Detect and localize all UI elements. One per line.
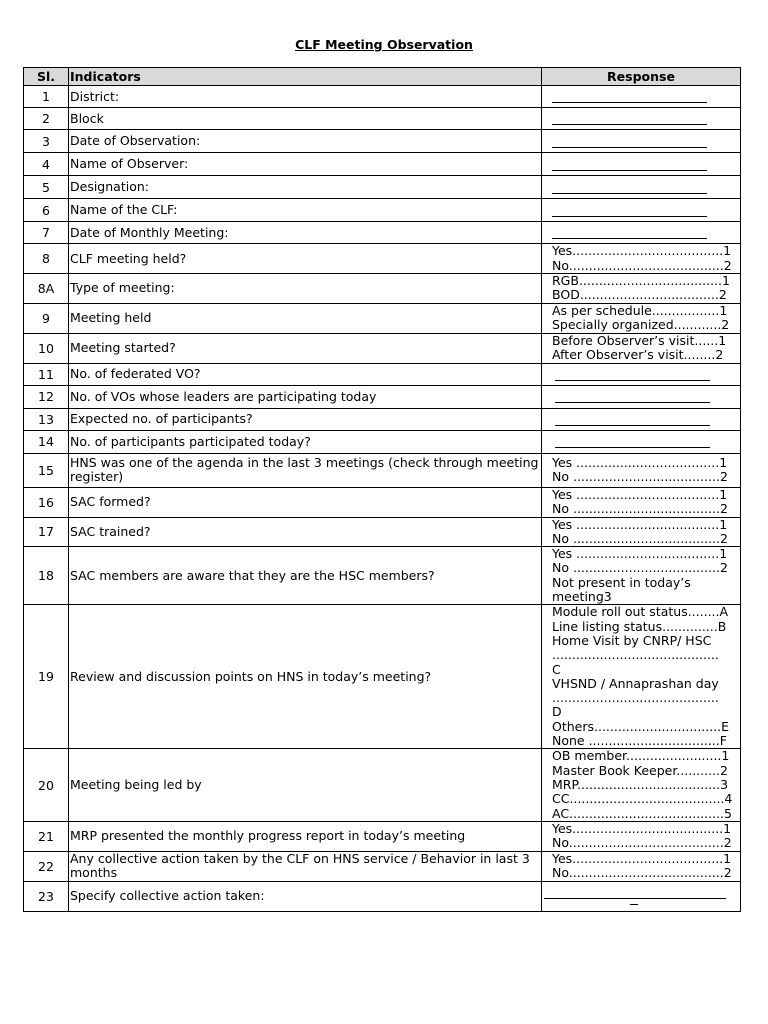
response-option: meeting3 bbox=[552, 589, 612, 605]
row-number: 18 bbox=[24, 547, 69, 605]
row-response[interactable] bbox=[542, 86, 741, 108]
response-options bbox=[552, 547, 740, 604]
table-row bbox=[24, 333, 741, 363]
row-response[interactable] bbox=[542, 408, 741, 430]
table-row bbox=[24, 130, 741, 153]
response-blank-line[interactable] bbox=[552, 112, 707, 125]
row-number: 5 bbox=[24, 176, 69, 199]
response-option: Yes ....................................1 bbox=[552, 547, 728, 562]
row-indicator: Review and discussion points on HNS in today’s meeting? bbox=[69, 605, 542, 749]
row-indicator: SAC trained? bbox=[69, 517, 542, 547]
row-number: 7 bbox=[24, 222, 69, 244]
response-option: .......................................... bbox=[552, 690, 719, 706]
row-number: 23 bbox=[24, 881, 69, 911]
row-number: 15 bbox=[24, 453, 69, 487]
table-header-row bbox=[24, 68, 741, 86]
response-blank-line[interactable] bbox=[552, 204, 707, 217]
response-option: As per schedule.................1 bbox=[552, 303, 728, 318]
response-options bbox=[552, 244, 740, 273]
table-row bbox=[24, 274, 741, 304]
response-option: Yes ....................................1 bbox=[552, 487, 728, 502]
table-row bbox=[24, 199, 741, 222]
row-number: 14 bbox=[24, 430, 69, 453]
row-indicator: Specify collective action taken: bbox=[69, 881, 542, 911]
row-indicator: MRP presented the monthly progress report in today’s meeting bbox=[69, 821, 542, 851]
row-response[interactable] bbox=[542, 153, 741, 176]
row-indicator: HNS was one of the agenda in the last 3 meetings (check through meeting register) bbox=[69, 453, 542, 487]
response-options bbox=[552, 852, 740, 881]
row-number: 20 bbox=[24, 749, 69, 821]
response-option: No.......................................2 bbox=[552, 865, 732, 881]
table-row bbox=[24, 605, 741, 749]
response-option: No.......................................2 bbox=[552, 835, 732, 851]
row-indicator: No. of federated VO? bbox=[69, 363, 542, 385]
row-indicator: Block bbox=[69, 108, 542, 130]
row-indicator: Date of Observation: bbox=[69, 130, 542, 153]
row-indicator: SAC formed? bbox=[69, 487, 542, 517]
table-row bbox=[24, 153, 741, 176]
row-response[interactable] bbox=[542, 222, 741, 244]
response-blank-line[interactable] bbox=[552, 135, 707, 148]
response-option: Yes......................................1 bbox=[552, 852, 732, 867]
response-option: No .....................................2 bbox=[552, 560, 728, 576]
response-option: D bbox=[552, 704, 562, 720]
table-row bbox=[24, 303, 741, 333]
response-option: Yes ....................................1 bbox=[552, 455, 728, 470]
row-indicator: District: bbox=[69, 86, 542, 108]
response-options bbox=[552, 518, 740, 547]
table-row bbox=[24, 430, 741, 453]
row-response[interactable] bbox=[542, 517, 741, 547]
response-option: Not present in today’s bbox=[552, 574, 691, 590]
response-option: CC.......................................4 bbox=[552, 791, 733, 807]
table-row bbox=[24, 453, 741, 487]
response-blank-line[interactable] bbox=[555, 390, 710, 403]
header-indicators: Indicators bbox=[69, 68, 542, 86]
row-number: 21 bbox=[24, 821, 69, 851]
row-response[interactable] bbox=[542, 453, 741, 487]
row-number: 9 bbox=[24, 303, 69, 333]
row-number: 12 bbox=[24, 385, 69, 408]
row-indicator: Meeting held bbox=[69, 303, 542, 333]
response-options bbox=[552, 605, 740, 748]
row-response[interactable] bbox=[542, 303, 741, 333]
response-option: No.......................................2 bbox=[552, 257, 732, 273]
response-option: No .....................................2 bbox=[552, 501, 728, 517]
row-response[interactable] bbox=[542, 430, 741, 453]
response-option: No .....................................2 bbox=[552, 530, 728, 546]
row-response[interactable] bbox=[542, 487, 741, 517]
response-options bbox=[552, 749, 740, 820]
response-blank-line[interactable] bbox=[544, 887, 726, 899]
response-option: RGB....................................1 bbox=[552, 274, 730, 288]
row-number: 10 bbox=[24, 333, 69, 363]
response-blank-line[interactable] bbox=[552, 181, 707, 194]
response-option: BOD...................................2 bbox=[552, 287, 727, 303]
response-option: Line listing status..............B bbox=[552, 618, 727, 634]
row-indicator: Date of Monthly Meeting: bbox=[69, 222, 542, 244]
response-blank-line[interactable] bbox=[555, 435, 710, 448]
page-title: CLF Meeting Observation bbox=[295, 37, 473, 52]
row-number: 16 bbox=[24, 487, 69, 517]
row-indicator: Type of meeting: bbox=[69, 274, 542, 304]
row-response[interactable] bbox=[542, 130, 741, 153]
response-options bbox=[552, 488, 740, 517]
row-number: 1 bbox=[24, 86, 69, 108]
response-option: Before Observer’s visit......1 bbox=[552, 333, 727, 348]
row-number: 4 bbox=[24, 153, 69, 176]
response-option: Yes......................................1 bbox=[552, 244, 732, 259]
response-option: AC.......................................5 bbox=[552, 805, 732, 821]
row-response[interactable] bbox=[542, 385, 741, 408]
response-option: Module roll out status........A bbox=[552, 605, 729, 620]
row-number: 19 bbox=[24, 605, 69, 749]
table-row bbox=[24, 851, 741, 881]
row-number: 8A bbox=[24, 274, 69, 304]
header-response: Response bbox=[542, 68, 741, 86]
row-number: 11 bbox=[24, 363, 69, 385]
response-option: Others................................E bbox=[552, 718, 730, 734]
response-option: .......................................... bbox=[552, 647, 719, 663]
table-row bbox=[24, 408, 741, 430]
row-response[interactable] bbox=[542, 363, 741, 385]
row-indicator: Meeting started? bbox=[69, 333, 542, 363]
row-indicator: Name of the CLF: bbox=[69, 199, 542, 222]
row-response[interactable] bbox=[542, 274, 741, 304]
row-indicator: No. of VOs whose leaders are participating today bbox=[69, 385, 542, 408]
row-number: 8 bbox=[24, 244, 69, 274]
response-option: C bbox=[552, 661, 561, 677]
response-option: Yes......................................1 bbox=[552, 822, 732, 837]
response-options bbox=[552, 274, 740, 303]
response-blank-line[interactable] bbox=[555, 413, 710, 426]
header-sl: Sl. bbox=[24, 68, 69, 86]
table-row bbox=[24, 881, 741, 911]
response-option: MRP....................................3 bbox=[552, 776, 729, 792]
response-option: VHSND / Annaprashan day bbox=[552, 675, 719, 691]
row-number: 3 bbox=[24, 130, 69, 153]
response-option: Yes ....................................1 bbox=[552, 517, 728, 532]
table-row bbox=[24, 222, 741, 244]
row-indicator: SAC members are aware that they are the HSC members? bbox=[69, 547, 542, 605]
row-response[interactable] bbox=[542, 333, 741, 363]
response-blank-line[interactable] bbox=[552, 90, 707, 103]
response-option: OB member........................1 bbox=[552, 749, 730, 764]
response-option: After Observer’s visit........2 bbox=[552, 347, 724, 363]
response-options bbox=[552, 304, 740, 333]
row-indicator: CLF meeting held? bbox=[69, 244, 542, 274]
row-indicator: Expected no. of participants? bbox=[69, 408, 542, 430]
table-row bbox=[24, 487, 741, 517]
row-response[interactable] bbox=[542, 244, 741, 274]
row-indicator: Meeting being led by bbox=[69, 749, 542, 821]
row-indicator: Designation: bbox=[69, 176, 542, 199]
row-response[interactable] bbox=[542, 851, 741, 881]
response-option: Specially organized............2 bbox=[552, 317, 730, 333]
row-response[interactable] bbox=[542, 749, 741, 821]
response-blank-line[interactable] bbox=[552, 226, 707, 239]
table-row bbox=[24, 363, 741, 385]
response-options bbox=[552, 334, 740, 363]
row-response[interactable] bbox=[542, 821, 741, 851]
row-response[interactable] bbox=[542, 108, 741, 130]
table-row bbox=[24, 517, 741, 547]
table-row bbox=[24, 749, 741, 821]
response-blank-line[interactable] bbox=[552, 158, 707, 171]
table-row bbox=[24, 108, 741, 130]
table-row bbox=[24, 821, 741, 851]
response-blank-line[interactable] bbox=[555, 368, 710, 381]
table-row bbox=[24, 385, 741, 408]
row-response[interactable] bbox=[542, 547, 741, 605]
response-option: Master Book Keeper...........2 bbox=[552, 762, 728, 778]
row-number: 6 bbox=[24, 199, 69, 222]
row-indicator: Name of Observer: bbox=[69, 153, 542, 176]
row-response[interactable] bbox=[542, 199, 741, 222]
row-response[interactable] bbox=[542, 605, 741, 749]
response-options bbox=[552, 822, 740, 851]
response-option: No .....................................2 bbox=[552, 469, 728, 485]
table-row bbox=[24, 547, 741, 605]
response-options bbox=[552, 456, 740, 485]
response-option: Home Visit by CNRP/ HSC bbox=[552, 632, 712, 648]
row-response[interactable] bbox=[542, 176, 741, 199]
observation-table bbox=[23, 67, 741, 912]
row-indicator: No. of participants participated today? bbox=[69, 430, 542, 453]
row-response[interactable] bbox=[542, 881, 741, 911]
row-number: 17 bbox=[24, 517, 69, 547]
response-option: None .................................F bbox=[552, 733, 727, 749]
row-number: 2 bbox=[24, 108, 69, 130]
row-number: 13 bbox=[24, 408, 69, 430]
row-indicator: Any collective action taken by the CLF on HNS service / Behavior in last 3 months bbox=[69, 851, 542, 881]
table-row bbox=[24, 86, 741, 108]
table-row bbox=[24, 244, 741, 274]
table-row bbox=[24, 176, 741, 199]
row-number: 22 bbox=[24, 851, 69, 881]
response-blank-line bbox=[630, 899, 638, 905]
